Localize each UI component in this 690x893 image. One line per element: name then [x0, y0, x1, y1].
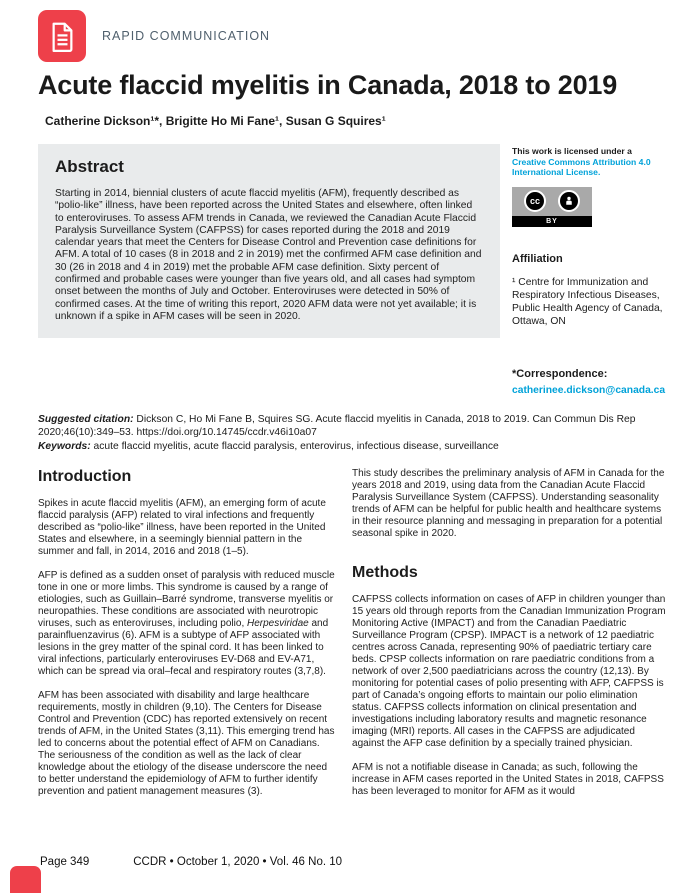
cc-icon: cc	[524, 190, 546, 212]
intro-p2-text: AFP is defined as a sudden onset of paralysis with reduced muscle tone in one or more limbs. This syndrome is caused by a range of etiologies, such as Guillain–Barré syndrome, transverse myelitis or neuropathies. These conditions are associated with neurotropic viruses, such as enteroviruses, including polio,	[38, 570, 335, 629]
affiliation-heading: Affiliation	[512, 252, 563, 265]
cc-badge-top	[512, 187, 592, 216]
page-number: Page 349	[40, 856, 90, 868]
intro-p2-text-cont: and parainfluenzavirus (6). AFM is a subtype of AFP associated with lesions in the grey matter of the spinal cord. It has been linked to viral infections, particularly enteroviruses EV-D68 and EV-A71, which can be spread via oral–fecal and respiratory routes (3,7,8).	[38, 618, 329, 677]
intro-paragraph-2	[38, 570, 337, 678]
intro-paragraph-3: AFM has been associated with disability and large healthcare requirements, mostly in children (9,10). The Centers for Disease Control and Prevention (CDC) has reported extensively on recent trends of AFM, in the United States (3,11). This emerging trend has led to concerns about the potential effect of AFM on Canadians. The seriousness of the condition as well as the lack of clear knowledge about the etiology of the disease underscore the need to better understand the epidemiology of AFM to further identify prevention and patient management measures (3).	[38, 690, 335, 797]
journal-info: CCDR • October 1, 2020 • Vol. 46 No. 10	[133, 856, 343, 868]
article-type-header	[38, 10, 668, 62]
license-prefix: This work is licensed under a	[512, 146, 632, 156]
document-icon	[38, 10, 86, 62]
document-glyph-icon	[49, 21, 76, 52]
article-type-label: RAPID COMMUNICATION	[102, 29, 271, 43]
affiliation-text: ¹ Centre for Immunization and Respiratory Infectious Diseases, Public Health Agency of Canada, Ottawa, ON	[512, 276, 663, 327]
authors-line: Catherine Dickson¹*, Brigitte Ho Mi Fane¹, Susan G Squires¹	[45, 114, 386, 128]
study-paragraph: This study describes the preliminary analysis of AFM in Canada for the years 2018 and 2019, using data from the Canadian Acute Flaccid Paralysis Surveillance System (CAFPSS). Understanding seasonality trends of AFM can be helpful for public health and healthcare systems in their resource planning and messaging in preparation for a potential seasonal spike in 2020.	[352, 468, 665, 539]
citation-block	[38, 413, 638, 453]
intro-paragraph-1: Spikes in acute flaccid myelitis (AFM), an emerging form of acute flaccid paralysis (AFP) related to viral infections and frequently described as “polio-like” illness, have been reported in the United States and elsewhere, in a seemingly biennial pattern in the summer and fall, in 2014, 2016 and 2018 (1–5).	[38, 498, 326, 557]
by-label: BY	[512, 216, 592, 227]
email-link[interactable]: catherinee.dickson@canada.ca	[512, 384, 666, 396]
article-sidebar	[512, 144, 668, 396]
keywords-label: Keywords:	[38, 440, 91, 452]
correspondence-email-link[interactable]	[512, 385, 668, 396]
abstract-heading: Abstract	[55, 157, 124, 176]
cc-license-link[interactable]: Creative Commons Attribution 4.0 International License.	[512, 156, 651, 178]
methods-paragraph-1: CAFPSS collects information on cases of AFP in children younger than 15 years old through reports from the Canadian Immunization Program Monitoring Active (IMPACT) and from the Canadian Paediatric Surveillance Program (CPSP). IMPACT is a network of 12 paediatric centres across Canada, representing 90% of paediatric tertiary care beds. CPSP collects information on rare paediatric conditions from a network of over 2,500 paediatricians across the country (12,13). By monitoring for potential cases of polio presenting with AFP, CAFPSS is part of Canada’s ongoing efforts to maintain our polio elimination status. CAFPSS collects information on clinical presentation and investigations including laboratory results and magnetic resonance imaging (MRI) reports. All cases in the CAFPSS are adjudicated against the AFP case definition by a specially trained physician.	[352, 594, 666, 749]
methods-heading: Methods	[352, 564, 418, 581]
suggested-citation	[38, 413, 638, 440]
abstract-box	[38, 144, 500, 338]
methods-paragraph-2: AFM is not a notifiable disease in Canada; as such, following the increase in AFM cases reported in the United States in 2018, CAFPSS has been leveraged to monitor for AFM as it would	[352, 762, 664, 797]
intro-p2-italic: Herpesviridae	[247, 618, 309, 629]
next-page-document-icon	[10, 866, 41, 893]
page-title: Acute flaccid myelitis in Canada, 2018 to 2019	[38, 70, 618, 100]
page-footer	[40, 856, 342, 868]
right-column	[352, 468, 668, 810]
person-icon	[558, 190, 580, 212]
left-column	[38, 468, 337, 810]
keywords-text: acute flaccid myelitis, acute flaccid paralysis, enterovirus, infectious disease, surveillance	[90, 440, 499, 452]
citation-text: Dickson C, Ho Mi Fane B, Squires SG. Acute flaccid myelitis in Canada, 2018 to 2019. Can Commun Dis Rep 2020;46(10):349–53. https://doi.org/10.14745/ccdr.v46i10a07	[38, 413, 636, 439]
license-statement	[512, 146, 668, 178]
introduction-heading: Introduction	[38, 468, 132, 485]
keywords-line	[38, 440, 638, 453]
abstract-text: Starting in 2014, biennial clusters of acute flaccid myelitis (AFM), frequently described as “polio-like” illness, have been reported across the United States and elsewhere, often linked to enteroviruses. To assess AFM trends in Canada, we reviewed the Canadian Acute Flaccid Paralysis Surveillance System (CAFPSS) for cases reported during the 2018 and 2019 calendar years that meet the Centers for Disease Control and Prevention case definitions for AFM. A total of 10 cases (8 in 2018 and 2 in 2019) met the confirmed AFM case definition and 30 (26 in 2018 and 4 in 2019) met the probable AFM case definition. Sixty percent of confirmed and probable cases were younger than five years old, and all cases had symptom onset between the months of July and October. Enteroviruses were detected in 50% of confirmed cases. At the time of writing this report, 2020 AFM data were not yet available; it is unknown if a spike in AFM cases will be seen in 2020.	[55, 188, 482, 322]
citation-label: Suggested citation:	[38, 413, 134, 425]
cc-by-badge[interactable]	[512, 187, 592, 227]
correspondence-heading: *Correspondence:	[512, 367, 608, 380]
article-body	[38, 468, 668, 810]
